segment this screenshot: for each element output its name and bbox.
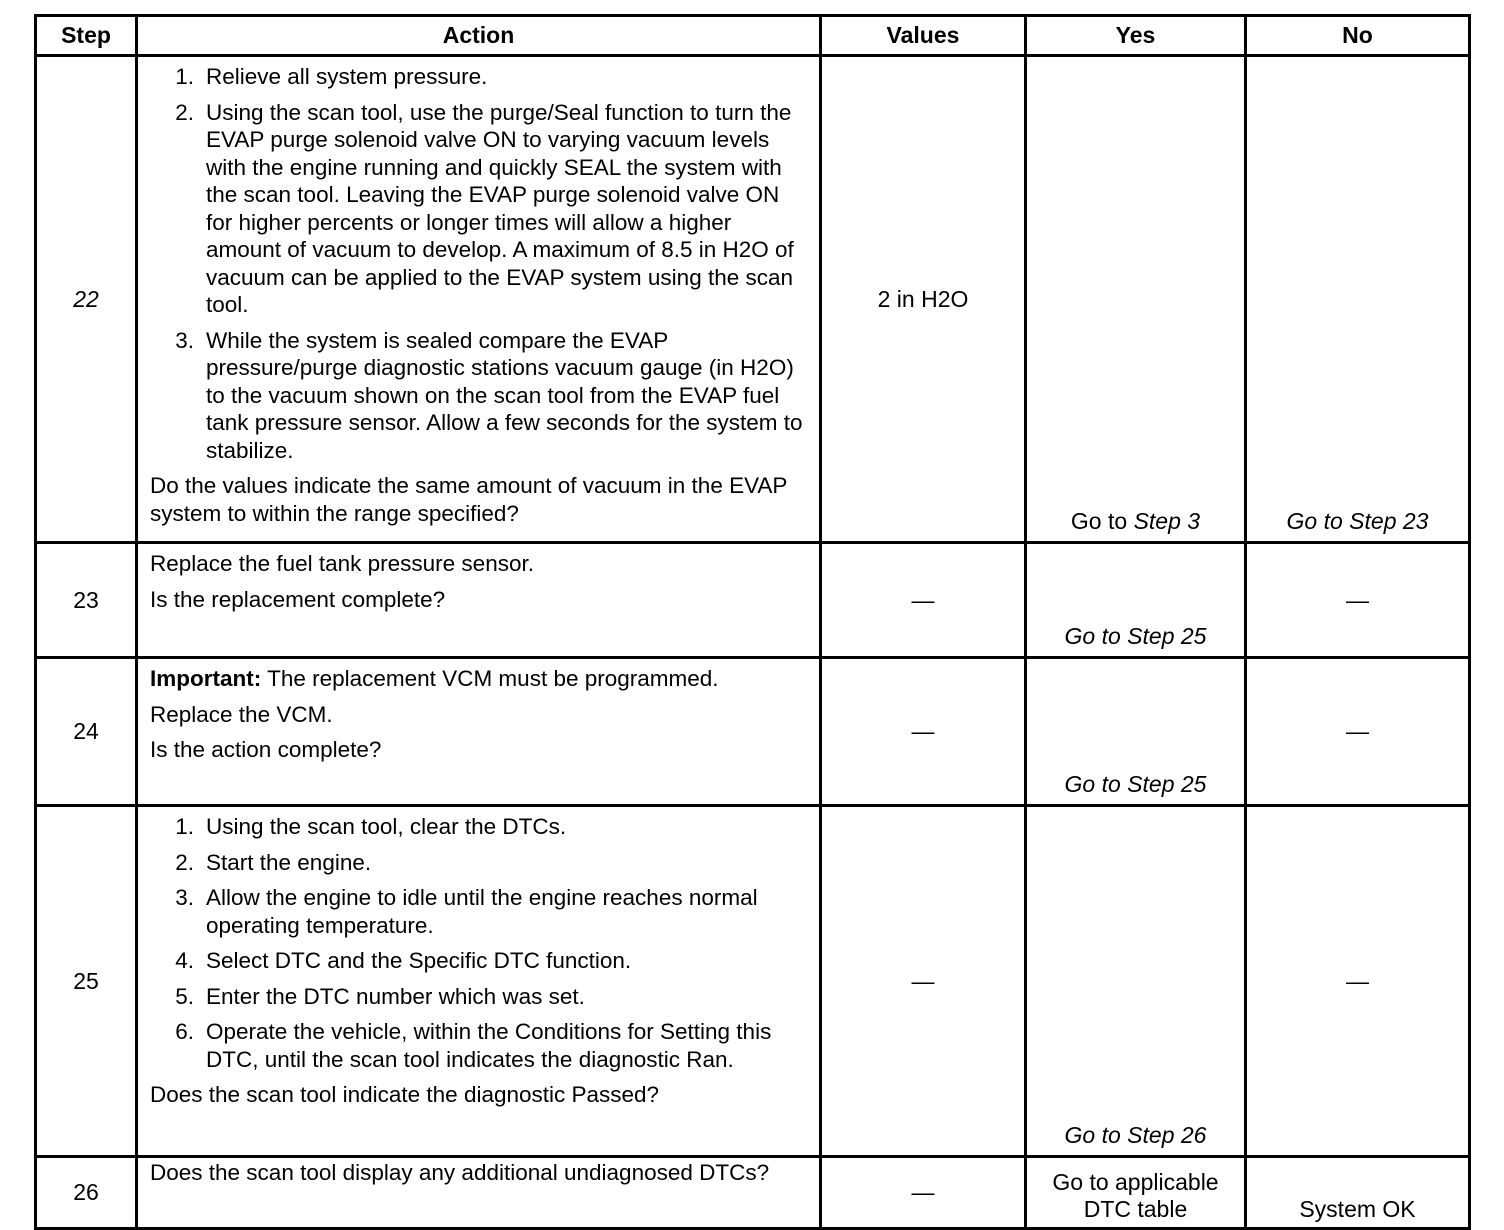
action-step-list [150, 63, 809, 464]
action-question: Does the scan tool display any additional undiagnosed DTCs? [150, 1160, 770, 1185]
header-row [36, 16, 1470, 56]
important-text: The replacement VCM must be programmed. [261, 666, 719, 691]
no-cell: Go to Step 23 [1246, 56, 1470, 543]
list-item: 3. Allow the engine to idle until the engine reaches normal operating temperature. [175, 885, 758, 938]
header-step: Step [36, 16, 137, 56]
list-item: 4. Select DTC and the Specific DTC function. [175, 948, 632, 973]
yes-cell: Go to Step 26 [1026, 806, 1246, 1157]
action-question: Does the scan tool indicate the diagnostic Passed? [150, 1082, 660, 1107]
header-yes: Yes [1026, 16, 1246, 56]
table-row-step-23 [36, 543, 1470, 658]
action-question: Is the replacement complete? [150, 586, 446, 612]
action-line: Replace the fuel tank pressure sensor. [150, 551, 534, 576]
action-cell [137, 1157, 821, 1229]
action-cell [137, 658, 821, 806]
step-number: 23 [36, 543, 137, 658]
no-cell: System OK [1246, 1157, 1470, 1229]
step-number: 22 [36, 56, 137, 543]
important-note [150, 665, 809, 693]
diagnostic-table [34, 14, 1471, 1230]
header-values: Values [821, 16, 1026, 56]
list-item: 1. Relieve all system pressure. [175, 64, 488, 89]
value-cell: — [821, 658, 1026, 806]
list-item: 2. Start the engine. [175, 849, 372, 875]
action-step-list [150, 813, 809, 1073]
step-number: 25 [36, 806, 137, 1157]
yes-cell: Go to Step 25 [1026, 658, 1246, 806]
yes-cell: Go to Step 25 [1026, 543, 1246, 658]
no-cell: — [1246, 806, 1470, 1157]
header-no: No [1246, 16, 1470, 56]
table-row-step-22 [36, 56, 1470, 543]
yes-cell: Go to applicable DTC table [1026, 1157, 1246, 1229]
list-item: 6. Operate the vehicle, within the Conditions for Setting this DTC, until the scan tool indicates the diagnostic Ran. [175, 1019, 772, 1072]
action-line: Replace the VCM. [150, 701, 333, 727]
no-cell: — [1246, 543, 1470, 658]
action-question: Is the action complete? [150, 737, 382, 762]
table-row-step-26 [36, 1157, 1470, 1229]
action-cell [137, 806, 821, 1157]
yes-step-link: Step 3 [1133, 508, 1201, 534]
no-cell: — [1246, 658, 1470, 806]
value-cell: 2 in H2O [821, 56, 1026, 543]
list-item: 5. Enter the DTC number which was set. [175, 983, 585, 1009]
action-cell [137, 56, 821, 543]
value-cell: — [821, 543, 1026, 658]
table-row-step-25 [36, 806, 1470, 1157]
list-item: 1. Using the scan tool, clear the DTCs. [175, 814, 567, 839]
action-cell [137, 543, 821, 658]
list-item: 2. Using the scan tool, use the purge/Seal function to turn the EVAP purge solenoid valve ON to varying vacuum levels with the engine running and quickly SEAL the system with the scan tool. Leaving the EVAP purge solenoid valve ON for higher percents or longer times will allow a higher amount of vacuum to develop. A maximum of 8.5 in H2O of vacuum can be applied to the EVAP system using the scan tool. [175, 99, 794, 317]
yes-cell [1026, 56, 1246, 543]
important-label: Important: [150, 666, 262, 691]
header-action: Action [137, 16, 821, 56]
value-cell: — [821, 1157, 1026, 1229]
table-row-step-24 [36, 658, 1470, 806]
action-question: Do the values indicate the same amount of vacuum in the EVAP system to within the range specified? [150, 473, 788, 526]
list-item: 3. While the system is sealed compare the EVAP pressure/purge diagnostic stations vacuum gauge (in H2O) to the vacuum shown on the scan tool from the EVAP fuel tank pressure sensor. Allow a few seconds for the system to stabilize. [175, 327, 803, 463]
step-number: 24 [36, 658, 137, 806]
yes-prefix: Go to [1070, 508, 1128, 534]
value-cell: — [821, 806, 1026, 1157]
step-number: 26 [36, 1157, 137, 1229]
